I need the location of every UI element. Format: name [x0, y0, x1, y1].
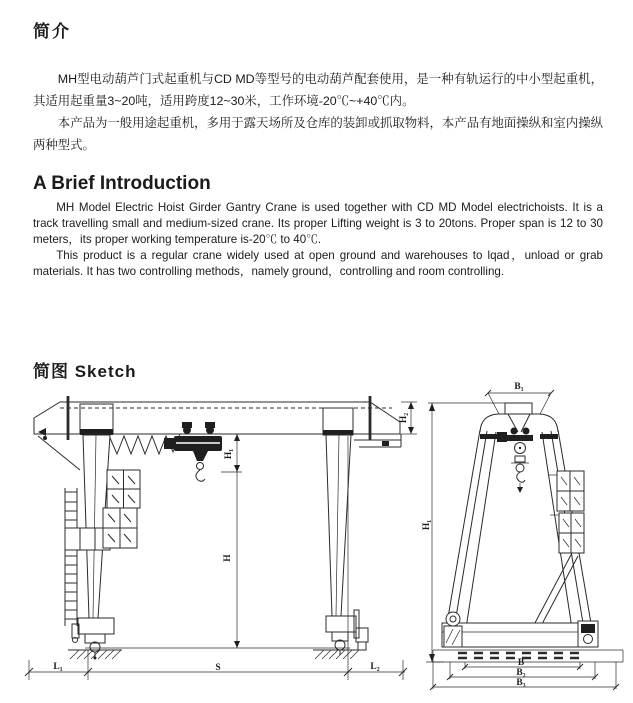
dim-label-b3: B₃: [516, 678, 526, 688]
intro-en-paragraph-1: MH Model Electric Hoist Girder Gantry Crane is used together with CD MD Model electrichoists. It is a track travelling small and medium-sized crane. Its proper Lifting weight is 3 to 20tons. Proper span is 12 to 30 meters，its proper working temperature is-20℃ to 40℃.: [33, 201, 603, 246]
dimensions-base: [430, 658, 619, 690]
side-view-drawing: [420, 375, 633, 703]
dim-label-h1: H₁: [224, 448, 234, 460]
dim-label-s: S: [215, 663, 221, 673]
dim-label-b: B: [517, 658, 525, 668]
dimension-span: [25, 436, 407, 680]
dim-label-b1: B₁: [514, 382, 524, 392]
dim-label-b2: B₂: [516, 668, 526, 678]
dim-label-l1: L₁: [53, 662, 63, 672]
hook-icon: [196, 470, 205, 481]
intro-en-title: A Brief Introduction: [33, 173, 211, 194]
intro-cn-title: 简介: [33, 22, 71, 41]
front-view-drawing: [24, 386, 422, 698]
ladder: [65, 488, 77, 626]
dim-label-l2: L₂: [370, 662, 380, 672]
dim-label-h: H: [223, 554, 233, 562]
dim-label-h2: H₂: [399, 412, 409, 424]
ground-hatching: [68, 648, 361, 659]
intro-cn-paragraph-2: 本产品为一般用途起重机，多用于露天场所及仓库的装卸或抓取物料，本产品有地面操纵和室内操纵两种型式。: [33, 116, 603, 152]
intro-en-paragraph-2: This product is a regular crane widely used at open ground and warehouses to lqad，unload or grab materials. It has two controlling methods，namely ground，controlling and room controlling.: [33, 249, 603, 278]
electric-cabinet: [103, 470, 140, 548]
sketch-heading: 简图 Sketch: [33, 362, 137, 381]
hoist-end-view: [497, 428, 533, 494]
text-column: [33, 22, 603, 382]
dim-label-h1-side: H₁: [422, 519, 432, 531]
side-cabinet: [548, 471, 584, 553]
hook-icon: [517, 472, 525, 482]
right-leg: [323, 408, 368, 655]
dimension-h1-h: [221, 434, 242, 648]
dimension-h2: [399, 402, 417, 434]
intro-cn-paragraph-1: MH型电动葫芦门式起重机与CD MD等型号的电动葫芦配套使用，是一种有轨运行的中小型起重机，其适用起重量3~20吨，适用跨度12~30米，工作环境-20℃~+40℃内。: [33, 72, 603, 108]
